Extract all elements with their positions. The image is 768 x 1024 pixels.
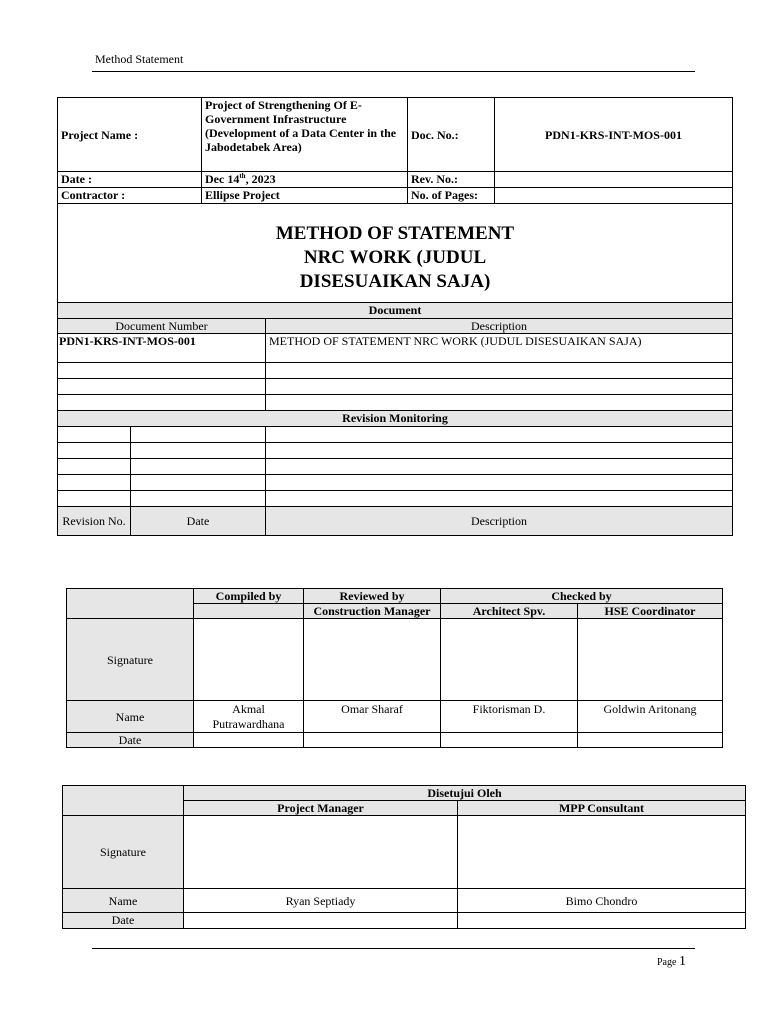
document-revision-table xyxy=(57,302,733,536)
signature-box xyxy=(578,619,723,701)
project-manager-header: Project Manager xyxy=(184,801,458,816)
contractor-value: Ellipse Project xyxy=(202,188,408,204)
signature-box xyxy=(194,619,304,701)
date-value: Dec 14th, 2023 xyxy=(202,172,408,188)
title-line-1: METHOD OF STATEMENT xyxy=(275,223,515,244)
pages-label: No. of Pages: xyxy=(408,188,495,204)
header-divider xyxy=(92,71,695,72)
architect-header: Architect Spv. xyxy=(441,604,578,619)
title-line-3: DISESUAIKAN SAJA) xyxy=(299,271,491,292)
approval-table xyxy=(66,588,723,748)
table-row xyxy=(58,459,131,475)
rev-no-label: Rev. No.: xyxy=(408,172,495,188)
document-number-cell: PDN1-KRS-INT-MOS-001 xyxy=(58,334,266,363)
col-revision-description: Description xyxy=(266,507,733,536)
checked-by-header: Checked by xyxy=(441,589,723,604)
col-document-number: Document Number xyxy=(58,319,266,334)
date-label: Date : xyxy=(58,172,202,188)
signer-name: Akmal Putrawardhana xyxy=(194,701,304,733)
date-row-label: Date xyxy=(67,733,194,748)
document-description-cell: METHOD OF STATEMENT NRC WORK (JUDUL DISESUAIKAN SAJA) xyxy=(266,334,733,363)
contractor-label: Contractor : xyxy=(58,188,202,204)
signer-name: Fiktorisman D. xyxy=(441,701,578,733)
date-row-label: Date xyxy=(63,913,184,929)
col-revision-no: Revision No. xyxy=(58,507,131,536)
table-row xyxy=(58,363,266,379)
signer-name: Bimo Chondro xyxy=(458,889,746,913)
table-row xyxy=(58,427,131,443)
signer-name: Goldwin Aritonang xyxy=(578,701,723,733)
compiled-by-header: Compiled by xyxy=(194,589,304,604)
signature-box xyxy=(304,619,441,701)
table-row xyxy=(58,491,131,507)
doc-no-label: Doc. No.: xyxy=(408,98,495,172)
doc-no-value: PDN1-KRS-INT-MOS-001 xyxy=(495,98,733,172)
running-header: Method Statement xyxy=(95,52,184,66)
signature-label: Signature xyxy=(63,816,184,889)
signature-box xyxy=(458,816,746,889)
document-title xyxy=(58,204,733,303)
name-label: Name xyxy=(63,889,184,913)
agreed-table xyxy=(62,785,746,929)
project-name-label: Project Name : xyxy=(58,98,202,172)
pages-value xyxy=(495,188,733,204)
col-revision-date: Date xyxy=(131,507,266,536)
page-number: Page 1 xyxy=(657,954,686,969)
construction-manager-header: Construction Manager xyxy=(304,604,441,619)
document-info-table xyxy=(57,97,733,303)
reviewed-by-header: Reviewed by xyxy=(304,589,441,604)
signer-name: Omar Sharaf xyxy=(304,701,441,733)
footer-divider xyxy=(92,948,695,949)
col-description: Description xyxy=(266,319,733,334)
document-section-header: Document xyxy=(58,303,733,319)
rev-no-value xyxy=(495,172,733,188)
table-row xyxy=(58,395,266,411)
signature-label: Signature xyxy=(67,619,194,701)
title-line-2: NRC WORK (JUDUL xyxy=(303,247,487,268)
signer-name: Ryan Septiady xyxy=(184,889,458,913)
table-row xyxy=(58,443,131,459)
table-row xyxy=(58,379,266,395)
mpp-consultant-header: MPP Consultant xyxy=(458,801,746,816)
signature-box xyxy=(441,619,578,701)
table-row xyxy=(58,475,131,491)
name-label: Name xyxy=(67,701,194,733)
hse-header: HSE Coordinator xyxy=(578,604,723,619)
signature-box xyxy=(184,816,458,889)
revision-section-header: Revision Monitoring xyxy=(58,411,733,427)
agreed-header: Disetujui Oleh xyxy=(184,786,746,801)
project-name-value: Project of Strengthening Of E-Government Infrastructure (Development of a Data Center in the Jabodetabek Area) xyxy=(202,98,408,172)
